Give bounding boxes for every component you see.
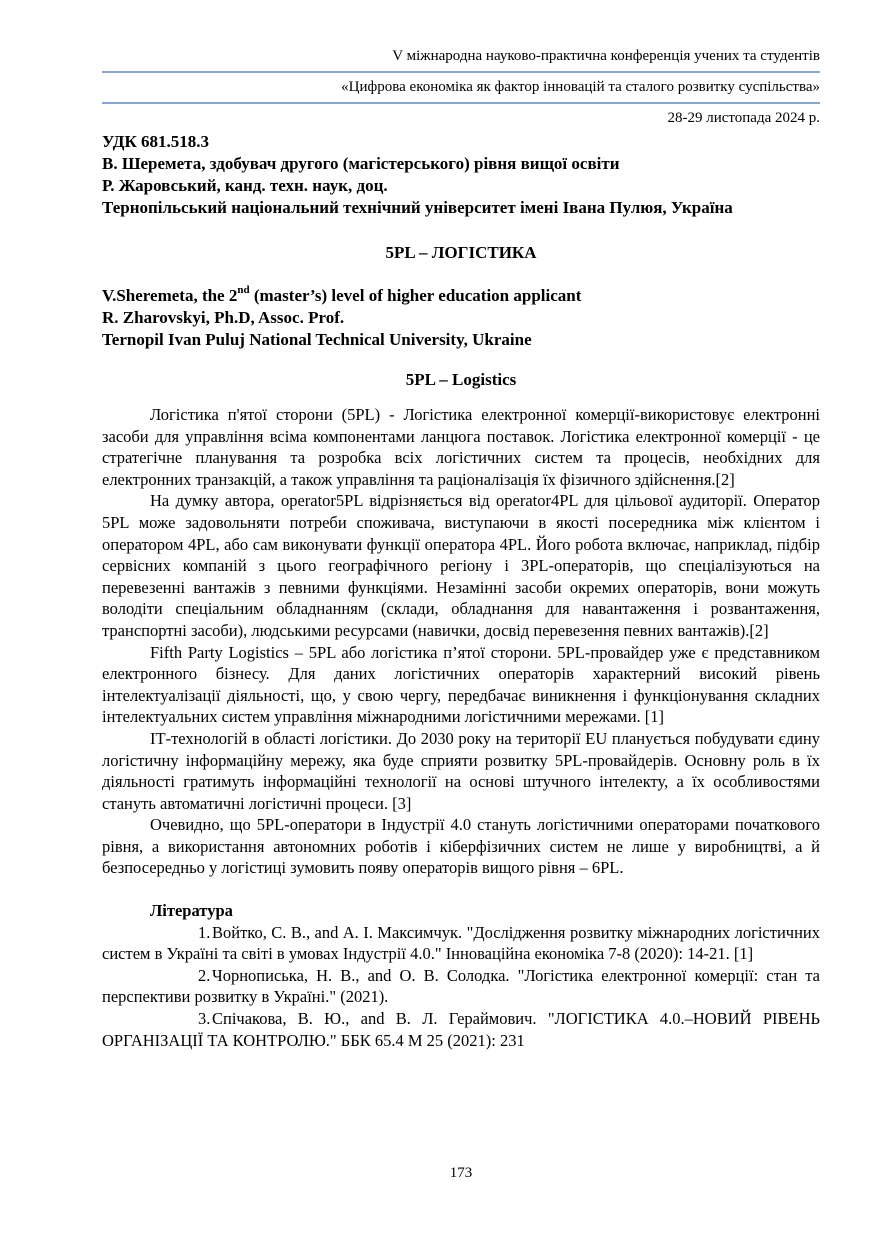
author-uk-1: В. Шеремета, здобувач другого (магістерського) рівня вищої освіти <box>102 154 620 173</box>
reference-item <box>102 922 820 965</box>
running-header <box>102 46 820 128</box>
reference-text: Спічакова, В. Ю., and В. Л. Гераймович. "ЛОГІСТИКА 4.0.–НОВИЙ РІВЕНЬ ОРГАНІЗАЦІЇ ТА КОНТРОЛЮ." ББК 65.4 М 25 (2021): 231 <box>102 1009 820 1050</box>
reference-text: Чорнописька, Н. В., and О. В. Солодка. "Логістика електронної комерції: стан та перспективи розвитку в Україні." (2021). <box>102 965 820 1007</box>
udc-code: УДК 681.518.3 <box>102 132 210 151</box>
conference-date: 28-29 листопада 2024 р. <box>667 110 820 126</box>
body-paragraph: На думку автора, operator5PL відрізняється від operator4PL для цільової аудиторії. Оператор 5PL може задовольняти потреби споживача, виступаючи в якості посередника між клієнтом і оператором 4PL, або сам виконувати функції оператора 4PL. Його робота включає, наприклад, підбір сервісних компаній з цього географічного регіону і 3PL-операторів, що спеціалізуються на перевезенні вантажів з певними функціями. Незамінні засоби окремих операторів, вони можуть володіти спеціальним обладнанням (склади, обладнання для навантаження і розвантаження, транспортні засоби), людськими ресурсами (навички, досвід перевезення певних вантажів).[2] <box>102 491 820 640</box>
meta-block-ukrainian <box>102 131 820 219</box>
ordinal-superscript: nd <box>237 284 250 297</box>
reference-number: 3. <box>198 1009 211 1029</box>
author-en-1-pre: V.Sheremeta, the 2 <box>102 286 238 305</box>
reference-text: Войтко, С. В., and А. І. Максимчук. "Дослідження розвитку міжнародних логістичних систем в Україні та світі в умовах Індустрії 4.0." Інноваційна економіка 7-8 (2020): 14-21. [1] <box>102 922 820 964</box>
author-en-2: R. Zharovskyi, Ph.D, Assoc. Prof. <box>102 308 345 327</box>
page-content <box>102 46 820 1051</box>
affiliation-uk: Тернопільський національний технічний університет імені Івана Пулюя, Україна <box>102 198 733 217</box>
paper-title-english: 5PL – Logistics <box>405 370 517 389</box>
paper-title-ukrainian: 5PL – ЛОГІСТИКА <box>385 243 537 262</box>
body-paragraph: Fifth Party Logistics – 5PL або логістика п’ятої сторони. 5PL-провайдер уже є представником електронного бізнесу. Для даних логістичних операторів характерний високий рівень інтелектуалізації діяльності, що, у свою чергу, передбачає виникнення і функціонування складних інтелектуальних систем управління міжнародними логістичними мережами. [1] <box>102 642 820 727</box>
references-heading: Література <box>150 901 233 921</box>
author-en-1-post: (master’s) level of higher education applicant <box>249 286 582 305</box>
meta-block-english <box>102 285 820 351</box>
affiliation-en: Ternopil Ivan Puluj National Technical University, Ukraine <box>102 330 532 349</box>
page-number: 173 <box>449 1165 473 1181</box>
reference-item <box>102 1008 820 1051</box>
author-uk-2: Р. Жаровський, канд. техн. наук, доц. <box>102 176 388 195</box>
author-en-1 <box>102 285 820 307</box>
reference-number: 2. <box>198 965 211 985</box>
reference-number: 1. <box>198 922 211 942</box>
body-paragraph: Очевидно, що 5PL-оператори в Індустрії 4.0 стануть логістичними операторами початкового рівня, а використання автономних роботів і кіберфізичних систем не лише у виробництві, а й безпосередньо у логістиці зумовить появу операторів вищого рівня – 6PL. <box>102 815 820 878</box>
conference-name: V міжнародна науково-практична конференція учених та студентів <box>102 46 820 73</box>
reference-item <box>102 965 820 1008</box>
body-paragraph: ІТ-технологій в області логістики. До 2030 року на території EU планується побудувати єдину логістичну інформаційну мережу, яка буде сприяти розвитку 5PL-провайдерів. Основну роль в їх діяльності гратимуть інформаційні технології на основі штучного інтелекту, а їх особливостями стануть автоматичні логістичні процеси. [3] <box>102 728 820 813</box>
conference-theme: «Цифрова економіка як фактор інновацій та сталого розвитку суспільства» <box>102 73 820 104</box>
body-paragraph: Логістика п'ятої сторони (5PL) - Логістика електронної комерції-використовує електронні засоби для управління всіма компонентами ланцюга поставок. Логістика електронної комерції - це стратегічне планування та розробка всіх логістичних систем та процесів, необхідних для електронних транзакцій, а також управління та раціоналізація їх фізичного здійснення.[2] <box>102 405 820 489</box>
